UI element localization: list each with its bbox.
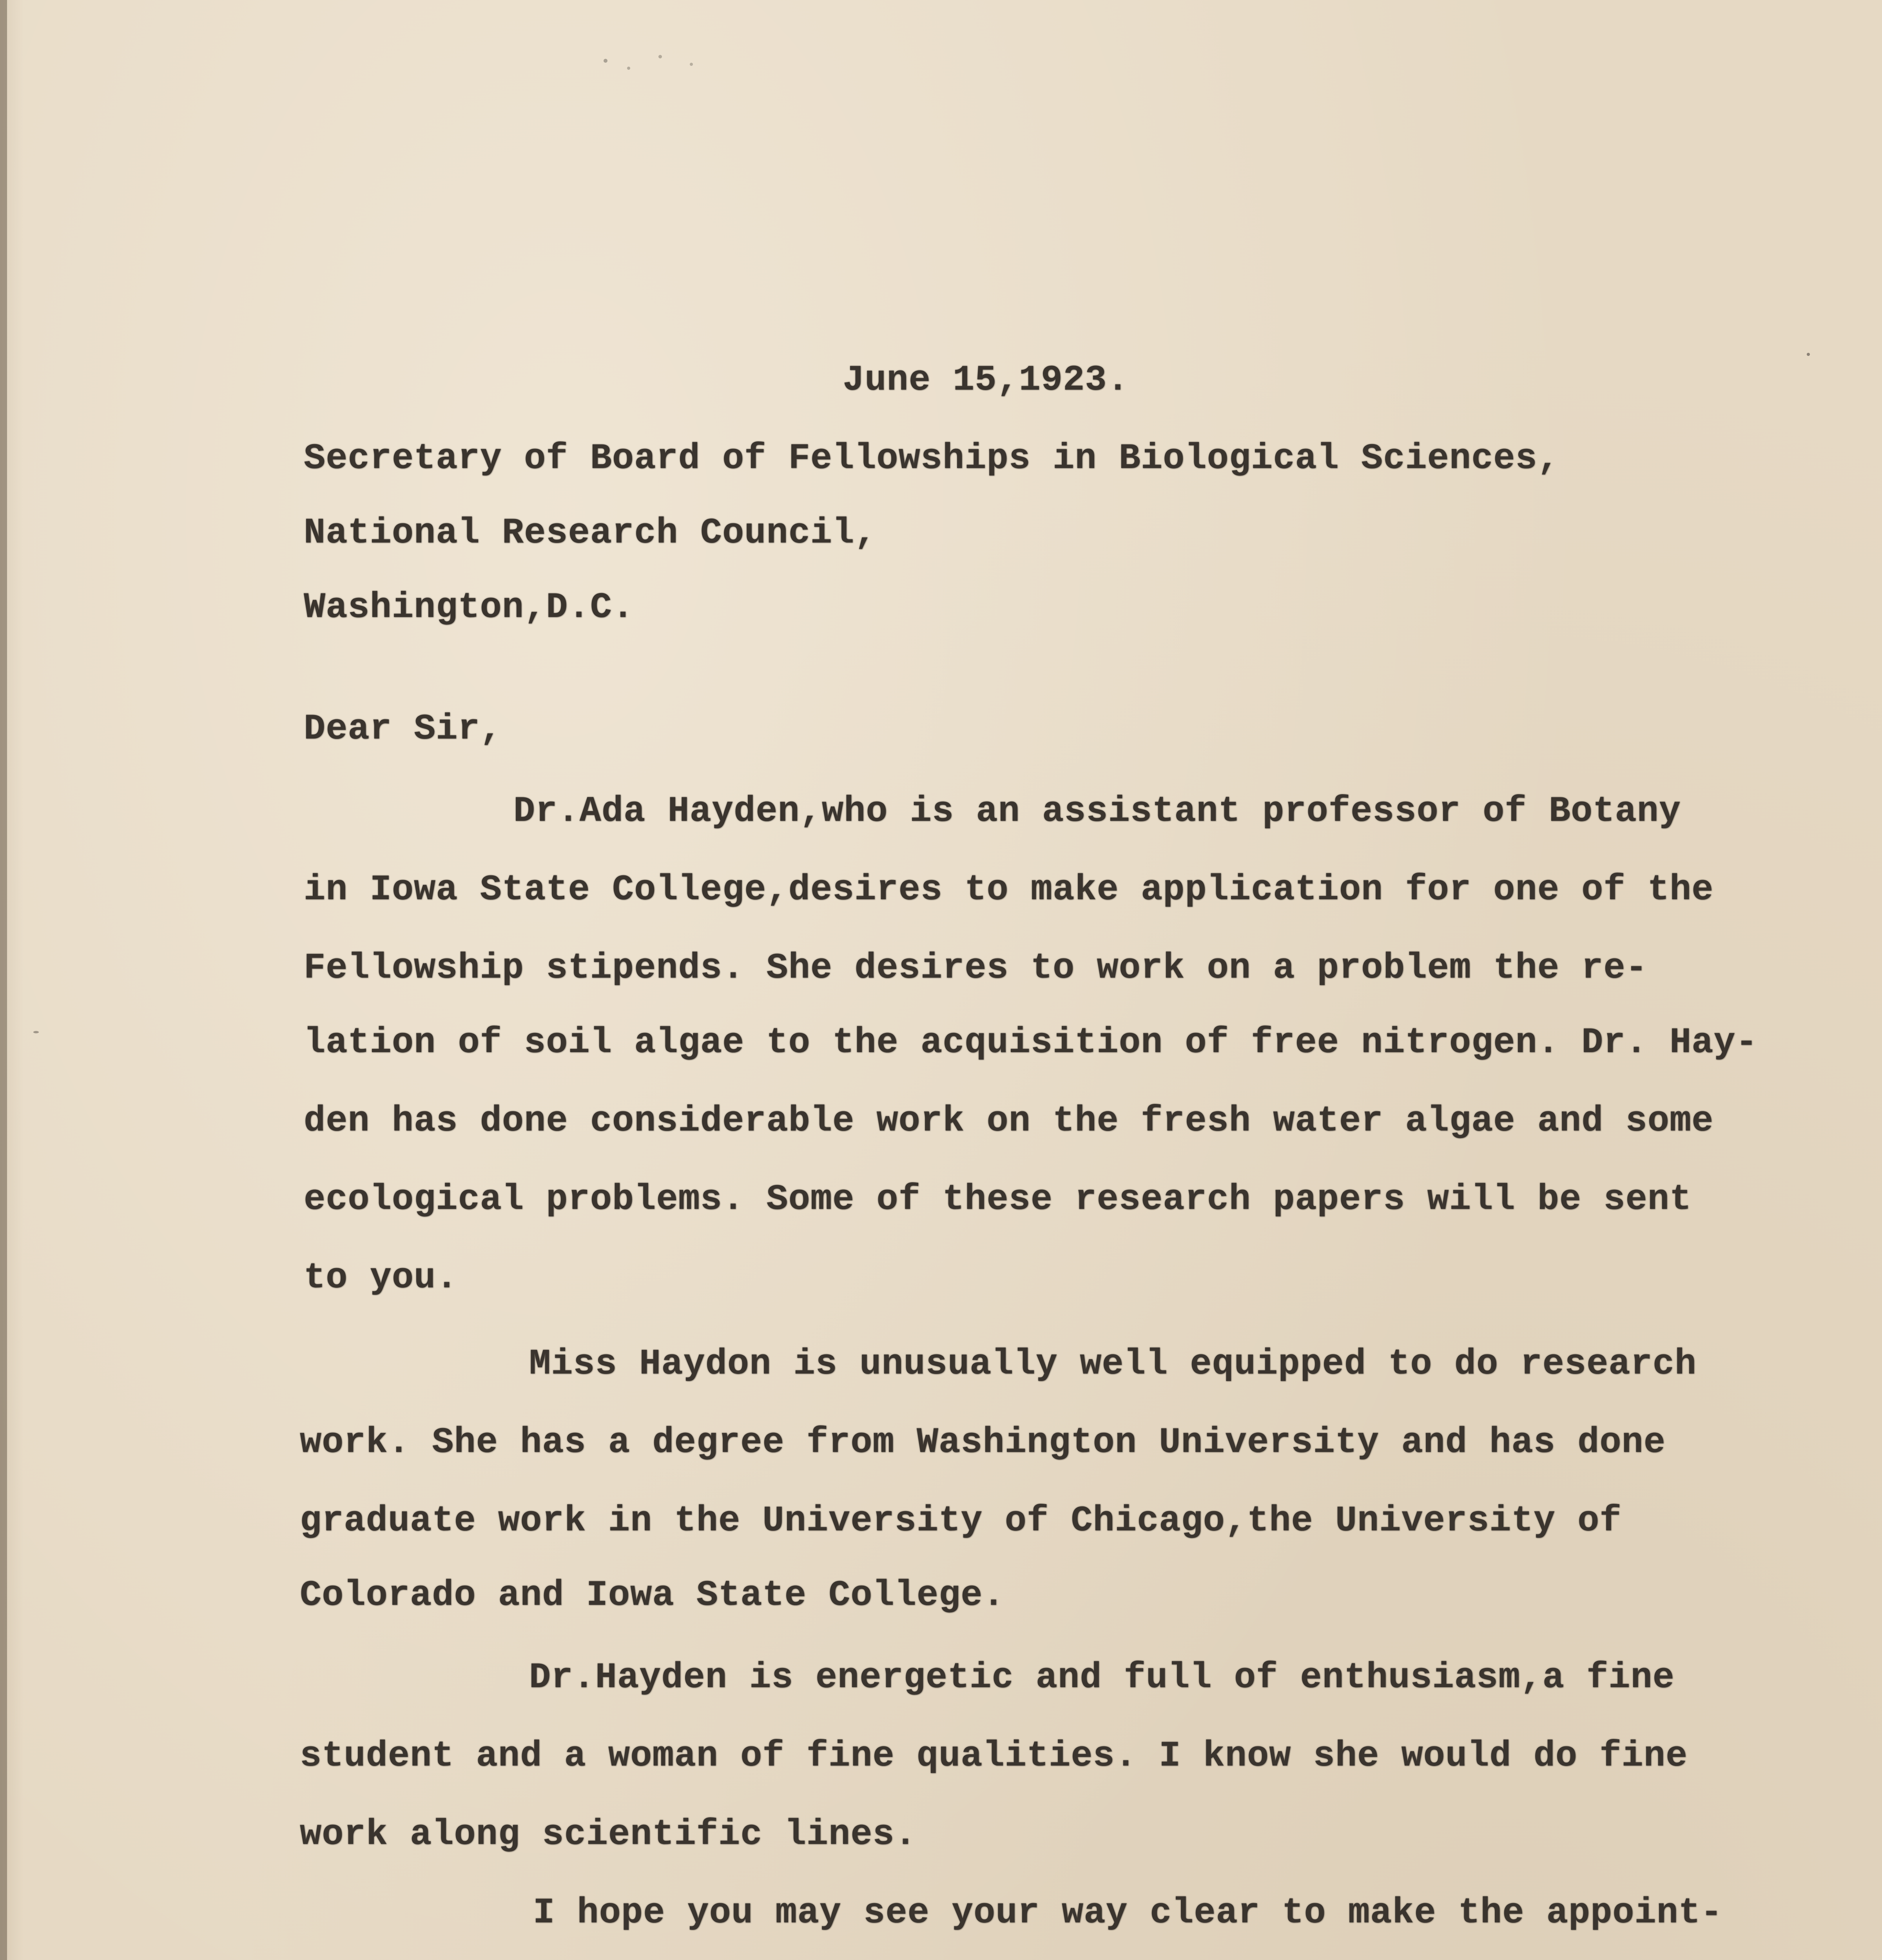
recipient-line-2: National Research Council, (304, 512, 877, 554)
body-line: I hope you may see your way clear to make the appoint- (533, 1892, 1723, 1933)
body-line: Colorado and Iowa State College. (300, 1575, 1005, 1616)
body-line: graduate work in the University of Chicago,the University of (300, 1500, 1622, 1541)
body-line: den has done considerable work on the fresh water algae and some (304, 1100, 1714, 1142)
stray-ink-dot (1807, 353, 1810, 356)
faint-speckle (627, 67, 630, 70)
salutation: Dear Sir, (304, 708, 502, 750)
recipient-line-1: Secretary of Board of Fellowships in Biological Sciences, (304, 438, 1559, 479)
body-line: work along scientific lines. (300, 1814, 917, 1855)
recipient-line-3: Washington,D.C. (304, 587, 635, 628)
stray-ink-dot (33, 1031, 39, 1033)
page-edge-shadow (0, 0, 7, 1960)
body-line: to you. (304, 1257, 458, 1298)
letter-date: June 15,1923. (843, 359, 1129, 401)
body-line: Dr.Hayden is energetic and full of enthusiasm,a fine (529, 1657, 1675, 1698)
faint-speckle (658, 55, 662, 58)
body-line: Dr.Ada Hayden,who is an assistant professor of Botany (513, 791, 1681, 832)
body-line: Miss Haydon is unusually well equipped to do research (529, 1343, 1697, 1385)
faint-speckle (690, 63, 693, 66)
faint-speckle (604, 59, 607, 63)
body-line: work. She has a degree from Washington University and has done (300, 1422, 1666, 1463)
body-line: ecological problems. Some of these research papers will be sent (304, 1179, 1692, 1220)
body-line: Fellowship stipends. She desires to work on a problem the re- (304, 947, 1648, 989)
body-line: student and a woman of fine qualities. I know she would do fine (300, 1735, 1688, 1777)
body-line: in Iowa State College,desires to make application for one of the (304, 869, 1714, 910)
body-line: lation of soil algae to the acquisition of free nitrogen. Dr. Hay- (304, 1022, 1758, 1063)
